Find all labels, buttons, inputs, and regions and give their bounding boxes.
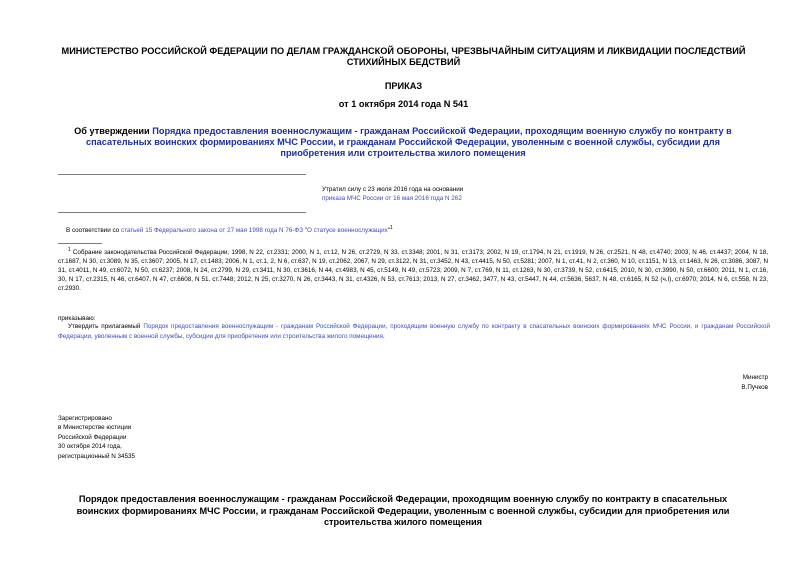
divider-bottom — [58, 212, 306, 213]
approval-prefix: Утвердить прилагаемый — [68, 323, 144, 330]
military-status-law-link[interactable]: О статусе военнослужащих — [307, 227, 388, 235]
approved-procedure-link[interactable]: Порядок предоставления военнослужащим - гражданам Российской Федерации, проходящим военную службу по контракту в спасательных воинских формированиях МЧС России, и гражданам Российской Федерации, уволенным с военной службы, субсидии для приобретения или строительства жилого помещения — [58, 323, 770, 340]
registration-line-5: регистрационный N 34535 — [58, 452, 136, 460]
registration-block — [58, 414, 198, 461]
procedure-title: Порядок предоставления военнослужащим - гражданам Российской Федерации, проходящим военную службу по контракту в спасательных воинских формированиях МЧС России, и гражданам Российской Федерации, уволенным с военной службы, субсидии для приобретения или строительства жилого помещения — [76, 494, 730, 527]
ministry-heading: МИНИСТЕРСТВО РОССИЙСКОЙ ФЕДЕРАЦИИ ПО ДЕЛАМ ГРАЖДАНСКОЙ ОБОРОНЫ, ЧРЕЗВЫЧАЙНЫМ СИТУАЦИЯМ И ЛИКВИДАЦИИ ПОСЛЕДСТВИЙ СТИХИЙНЫХ БЕДСТВИЙ — [61, 46, 746, 67]
preamble-suffix: " — [387, 227, 391, 235]
status-note — [322, 185, 582, 203]
registration-line-3: Российской Федерации — [58, 433, 127, 441]
registration-line-1: Зарегистрировано — [58, 415, 112, 422]
footnote-mark: 1 — [68, 247, 71, 253]
federal-law-article-link[interactable]: статьей 15 Федерального закона от 27 мая 1998 года N 76-ФЗ — [120, 227, 304, 235]
divider-top — [58, 174, 306, 175]
status-note-text: Утратил силу с 23 июля 2016 года на основании — [322, 186, 464, 193]
signatory-title: Министр — [742, 374, 768, 381]
preamble-prefix: В соответствии со — [66, 227, 121, 235]
subject-procedure-link[interactable]: Порядка предоставления военнослужащим - гражданам Российской Федерации, проходящим военную службу по контракту в спасательных воинских формированиях МЧС России, и гражданам Российской Федерации, уволенным с военной службы, субсидии для приобретения или строительства жилого помещения — [85, 126, 732, 158]
approval-suffix: . — [382, 333, 385, 340]
document-date-number: от 1 октября 2014 года N 541 — [338, 99, 469, 109]
subject-prefix: Об утверждении — [74, 126, 153, 136]
footnote-reference: 1 — [390, 225, 393, 231]
preamble-middle: " — [303, 227, 308, 235]
document-type-heading: ПРИКАЗ — [384, 81, 423, 91]
order-verb: приказываю: — [58, 315, 96, 322]
approval-clause — [58, 322, 770, 342]
registration-line-4: 30 октября 2014 года, — [58, 443, 122, 451]
signatory-name: В.Пучков — [741, 384, 768, 391]
footnote-divider — [58, 243, 102, 244]
footnote — [58, 246, 768, 293]
footnote-text: Собрание законодательства Российской Федерации, 1998, N 22, ст.2331; 2000, N 1, ст.12, N 26, ст.2729, N 33, ст.3348; 2001, N 31, ст.3173; 2002, N 19, ст.1794, N 21, ст.1919, N 26, ст.2521, N 48, ст.4740; 2003, N 46, ст.4437; 2004, N 18, ст.1687, N 30, ст.3089, N 35, ст.3607; 2005, N 17, ст.1483; 2006, N 1, ст.1, 2, N 6, ст.637, N 19, ст.2062, 2067, N 29, ст.3122, N 31, ст.3452, N 43, ст.4415, N 50, ст.5281; 2007, N 1, ст.41, N 2, ст.360, N 10, ст.1151, N 13, ст.1463, N 26, ст.3086, 3087, N 31, ст.4011, N 49, ст.6072, N 50, ст.6237; 2008, N 24, ст.2799, N 29, ст.3411, N 30, ст.3616, N 44, ст.4983, N 45, ст.5149, N 49, ст.5723; 2009, N 7, ст.769, N 11, ст.1263, N 30, ст.3739, N 52, ст.6415; 2010, N 30, ст.3990, N 50, ст.6600; 2011, N 1, ст.16, 30, N 17, ст.2315, N 46, ст.6407, N 47, ст.6608, N 51, ст.7448; 2012, N 25, ст.3270, N 26, ст.3443, N 31, ст.4326, N 53, ст.7613; 2013, N 27, ст.3462, 3477, N 43, ст.5447, N 44, ст.5636, 5637, N 48, ст.6165, N 52 (ч.I), ст.6970; 2014, N 6, ст.558, N 23, ст.2930. — [58, 249, 768, 293]
repealing-order-link[interactable]: приказа МЧС России от 16 мая 2016 года N 262 — [322, 195, 462, 202]
registration-line-2: в Министерстве юстиции — [58, 424, 132, 432]
preamble — [66, 224, 746, 235]
document-subject — [58, 126, 748, 159]
